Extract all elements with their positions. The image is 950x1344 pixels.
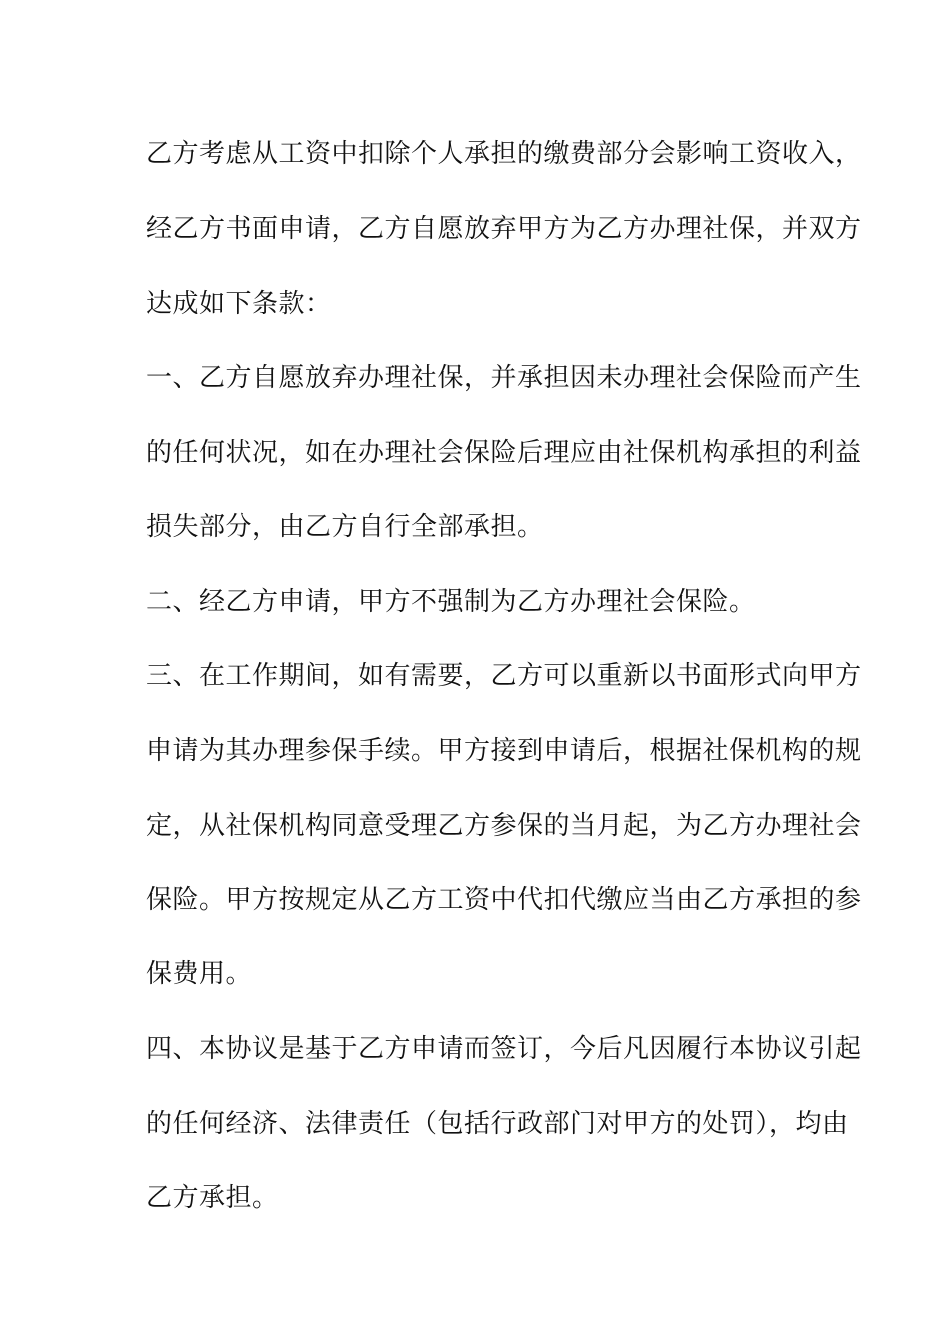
clause-3-line-2: 申请为其办理参保手续。甲方接到申请后，根据社保机构的规 (146, 736, 862, 766)
text-line-intro-3: 达成如下条款： (146, 289, 332, 319)
clause-3-line-4: 保险。甲方按规定从乙方工资中代扣代缴应当由乙方承担的参 (146, 885, 862, 915)
clause-1-line-2: 的任何状况，如在办理社会保险后理应由社保机构承担的利益 (146, 438, 862, 468)
clause-3-line-5: 保费用。 (146, 959, 253, 989)
clause-4-line-1: 四、本协议是基于乙方申请而签订，今后凡因履行本协议引起 (146, 1034, 862, 1064)
clause-4-line-3: 乙方承担。 (146, 1183, 279, 1213)
text-line-intro-2: 经乙方书面申请，乙方自愿放弃甲方为乙方办理社保，并双方 (146, 214, 862, 244)
clause-4-line-2: 的任何经济、法律责任（包括行政部门对甲方的处罚），均由 (146, 1109, 849, 1139)
clause-1-line-1: 一、乙方自愿放弃办理社保，并承担因未办理社会保险而产生 (146, 363, 862, 393)
text-line-intro-1: 乙方考虑从工资中扣除个人承担的缴费部分会影响工资收入， (146, 139, 862, 169)
clause-3-line-3: 定，从社保机构同意受理乙方参保的当月起，为乙方办理社会 (146, 811, 862, 841)
clause-1-line-3: 损失部分，由乙方自行全部承担。 (146, 512, 544, 542)
clause-3-line-1: 三、在工作期间，如有需要，乙方可以重新以书面形式向甲方 (146, 661, 862, 691)
clause-2-line-1: 二、经乙方申请，甲方不强制为乙方办理社会保险。 (146, 587, 756, 617)
